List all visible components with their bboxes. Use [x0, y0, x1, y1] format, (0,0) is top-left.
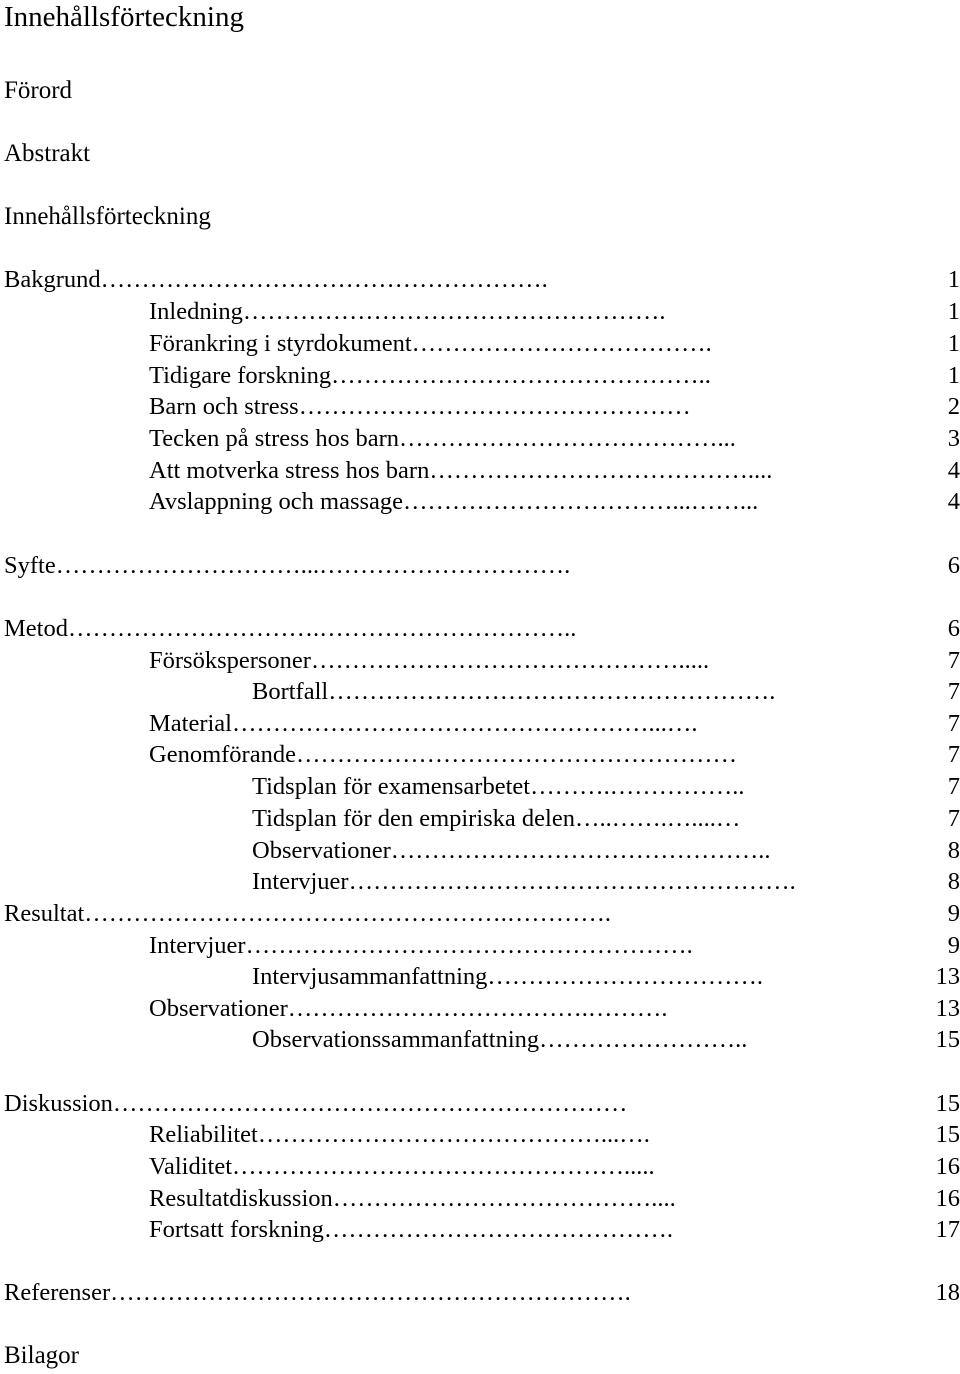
toc-entry-leader: ……………………………………………….	[348, 868, 796, 895]
toc-entry-page-number: 1	[947, 298, 960, 325]
toc-entry-leader: …………………………….	[487, 963, 764, 990]
toc-entry-title: Metod	[4, 615, 68, 642]
toc-entry-title: Diskussion	[4, 1090, 113, 1117]
toc-entry-leader: ……………………………………………….	[245, 932, 693, 959]
toc-entry-label-line	[149, 739, 900, 771]
toc-entry-leader: ……………………..	[539, 1026, 748, 1053]
toc-entry-leader: ………………………………………………	[295, 741, 737, 768]
toc-entry-title: Genomförande	[149, 741, 296, 768]
toc-entry-page-number: 15	[935, 1090, 960, 1117]
toc-entry-leader: ……………………………………………………….	[110, 1279, 631, 1306]
toc-entry-label-line	[149, 391, 900, 423]
toc-entry-page-number: 13	[935, 995, 960, 1022]
toc-entry-title: Avslappning och massage	[149, 488, 404, 515]
toc-entry-page-number: 16	[935, 1153, 960, 1180]
toc-entry-title: Observationer	[149, 995, 288, 1022]
toc-entry-leader: ………………………………………..	[331, 362, 711, 389]
toc-entry-title: Resultatdiskussion	[149, 1185, 333, 1212]
toc-entry[interactable]	[0, 391, 960, 423]
toc-entry-page-number: 1	[947, 330, 960, 357]
toc-entry-title: Intervjuer	[252, 868, 349, 895]
toc-entry-leader: …………………………………………	[298, 393, 691, 420]
toc-entry-label-line	[252, 961, 900, 993]
toc-entry-label-line	[149, 455, 900, 487]
toc-entry-leader: ………………………………………….....	[232, 1153, 655, 1180]
toc-entry-leader: …………………………………....	[429, 457, 773, 484]
toc-entry[interactable]	[0, 328, 960, 360]
toc-entry-label-line	[252, 803, 900, 835]
toc-entry-leader: ………………………….…………………………..	[67, 615, 577, 642]
toc-entry-page-number: 13	[935, 963, 960, 990]
toc-entry[interactable]	[0, 613, 960, 645]
toc-entry-page-number: 4	[947, 457, 960, 484]
toc-entry-leader: …………………………………...	[399, 425, 736, 452]
toc-entry-leader: ……………………………………………….	[328, 678, 776, 705]
toc-entry-page-number: 4	[947, 488, 960, 515]
toc-entry-title: Inledning	[149, 298, 243, 325]
toc-entry-page-number: 15	[935, 1121, 960, 1148]
toc-entry-label-line	[252, 1024, 900, 1056]
toc-entry-label-line	[252, 771, 900, 803]
toc-entry-page-number: 7	[947, 805, 960, 832]
toc-entry-page-number: 6	[947, 615, 960, 642]
toc-entry[interactable]	[0, 455, 960, 487]
toc-entry-leader: ………………………………………………………	[112, 1090, 628, 1117]
toc-entry-title: Barn och stress	[149, 393, 299, 420]
toc-entry-page-number: 8	[947, 837, 960, 864]
toc-entry-leader: ……………………………………….....	[310, 647, 710, 674]
toc-entry-label-line	[252, 866, 900, 898]
toc-entry-page-number: 7	[947, 678, 960, 705]
toc-entry-title: Förankring i styrdokument	[149, 330, 412, 357]
toc-entry-title: Material	[149, 710, 232, 737]
toc-entry-title: Observationssammanfattning	[252, 1026, 540, 1053]
toc-abstrakt[interactable]: Abstrakt	[4, 140, 91, 167]
toc-entry[interactable]	[0, 1119, 960, 1151]
toc-entry-label-line	[149, 486, 900, 518]
toc-entry[interactable]	[0, 835, 960, 867]
toc-entry-title: Syfte	[4, 552, 56, 579]
toc-entry[interactable]	[0, 866, 960, 898]
toc-entry[interactable]	[0, 961, 960, 993]
toc-entry[interactable]	[0, 360, 960, 392]
toc-entry-label-line	[4, 898, 900, 930]
toc-entry-page-number: 7	[947, 647, 960, 674]
toc-entry[interactable]	[0, 993, 960, 1025]
toc-innehallsforteckning[interactable]: Innehållsförteckning	[4, 203, 211, 230]
toc-entry-title: Reliabilitet	[149, 1121, 258, 1148]
toc-entry-title: Tecken på stress hos barn	[149, 425, 400, 452]
toc-entry-label-line	[149, 993, 900, 1025]
toc-entry-page-number: 15	[935, 1026, 960, 1053]
toc-entry-label-line	[149, 360, 900, 392]
toc-entry-leader: ……………………………...……...	[403, 488, 759, 515]
toc-entry-title: Observationer	[252, 837, 391, 864]
toc-entry[interactable]	[0, 264, 960, 296]
toc-entry-page-number: 1	[947, 266, 960, 293]
toc-entry-leader: …………………………...………………………….	[55, 552, 571, 579]
toc-entry[interactable]	[0, 1214, 960, 1246]
toc-entry-leader: …………………………………....	[332, 1185, 676, 1212]
toc-entry[interactable]	[0, 1277, 960, 1309]
toc-entry-title: Intervjusammanfattning	[252, 963, 488, 990]
toc-entry-leader: …..…….…....…	[575, 805, 741, 832]
toc-entry-label-line	[149, 1119, 900, 1151]
toc-entry-page-number: 7	[947, 741, 960, 768]
toc-entry-label-line	[252, 676, 900, 708]
toc-entry-page-number: 3	[947, 425, 960, 452]
toc-entry-leader: …………………………………………….………….	[84, 900, 612, 927]
toc-entry-title: Att motverka stress hos barn	[149, 457, 430, 484]
toc-entry-label-line	[149, 1183, 900, 1215]
toc-entry[interactable]	[0, 486, 960, 518]
page-title: Innehållsförteckning	[4, 1, 244, 33]
toc-bilagor[interactable]: Bilagor	[4, 1342, 79, 1369]
toc-entry-title: Fortsatt forskning	[149, 1216, 324, 1243]
toc-entry[interactable]	[0, 423, 960, 455]
toc-entry-label-line	[149, 1214, 900, 1246]
toc-entry[interactable]	[0, 1088, 960, 1120]
toc-entry[interactable]	[0, 645, 960, 677]
toc-entry-leader: ……….……………..	[530, 773, 745, 800]
toc-entry-leader: ……………………………………...….	[257, 1121, 650, 1148]
toc-entry[interactable]	[0, 771, 960, 803]
toc-entry-label-line	[4, 613, 900, 645]
toc-entry-page-number: 9	[947, 900, 960, 927]
toc-entry-page-number: 1	[947, 362, 960, 389]
toc-entry-label-line	[149, 1151, 900, 1183]
toc-entry-title: Resultat	[4, 900, 85, 927]
toc-entry-title: Tidsplan för den empiriska delen	[252, 805, 575, 832]
toc-entry-label-line	[149, 296, 900, 328]
toc-entry-leader: ……………………………………………….	[100, 266, 548, 293]
toc-entry-title: Intervjuer	[149, 932, 246, 959]
toc-entry-label-line	[149, 645, 900, 677]
toc-entry-title: Försökspersoner	[149, 647, 311, 674]
toc-entry-title: Tidsplan för examensarbetet	[252, 773, 531, 800]
toc-entry-title: Bortfall	[252, 678, 329, 705]
toc-entry-page-number: 9	[947, 932, 960, 959]
toc-entry-page-number: 7	[947, 773, 960, 800]
toc-entry-label-line	[252, 835, 900, 867]
toc-forord[interactable]: Förord	[4, 77, 73, 104]
toc-entry-label-line	[149, 708, 900, 740]
toc-entry-title: Bakgrund	[4, 266, 101, 293]
toc-entry[interactable]	[0, 708, 960, 740]
toc-entry-leader: ……………………………….	[411, 330, 712, 357]
toc-entry-leader: ……………………………………………...….	[232, 710, 698, 737]
toc-entry-page-number: 6	[947, 552, 960, 579]
toc-entry-label-line	[4, 1088, 900, 1120]
toc-entry-label-line	[149, 423, 900, 455]
toc-entry-page-number: 2	[947, 393, 960, 420]
toc-entry-page-number: 8	[947, 868, 960, 895]
toc-entry-title: Tidigare forskning	[149, 362, 332, 389]
toc-entry[interactable]	[0, 550, 960, 582]
toc-entry[interactable]	[0, 930, 960, 962]
toc-entry-label-line	[4, 1277, 900, 1309]
toc-entry[interactable]	[0, 739, 960, 771]
toc-entry[interactable]	[0, 1183, 960, 1215]
toc-entry[interactable]	[0, 803, 960, 835]
toc-entry[interactable]	[0, 1024, 960, 1056]
toc-entry-page-number: 18	[935, 1279, 960, 1306]
toc-entry-title: Referenser	[4, 1279, 111, 1306]
toc-entry[interactable]	[0, 676, 960, 708]
toc-entry[interactable]	[0, 898, 960, 930]
toc-entry-title: Validitet	[149, 1153, 233, 1180]
toc-entry-leader: ……………………………….……….	[287, 995, 668, 1022]
toc-entry-label-line	[149, 930, 900, 962]
toc-entry[interactable]	[0, 296, 960, 328]
toc-entry-label-line	[4, 264, 900, 296]
toc-entry-label-line	[149, 328, 900, 360]
toc-entry-label-line	[4, 550, 900, 582]
toc-entry[interactable]	[0, 1151, 960, 1183]
toc-entry-page-number: 7	[947, 710, 960, 737]
toc-entry-leader: ………………………………………..	[390, 837, 771, 864]
toc-entry-leader: …………………………………….	[323, 1216, 674, 1243]
toc-entry-page-number: 16	[935, 1185, 960, 1212]
toc-entry-page-number: 17	[935, 1216, 960, 1243]
toc-entry-leader: …………………………………………….	[242, 298, 666, 325]
